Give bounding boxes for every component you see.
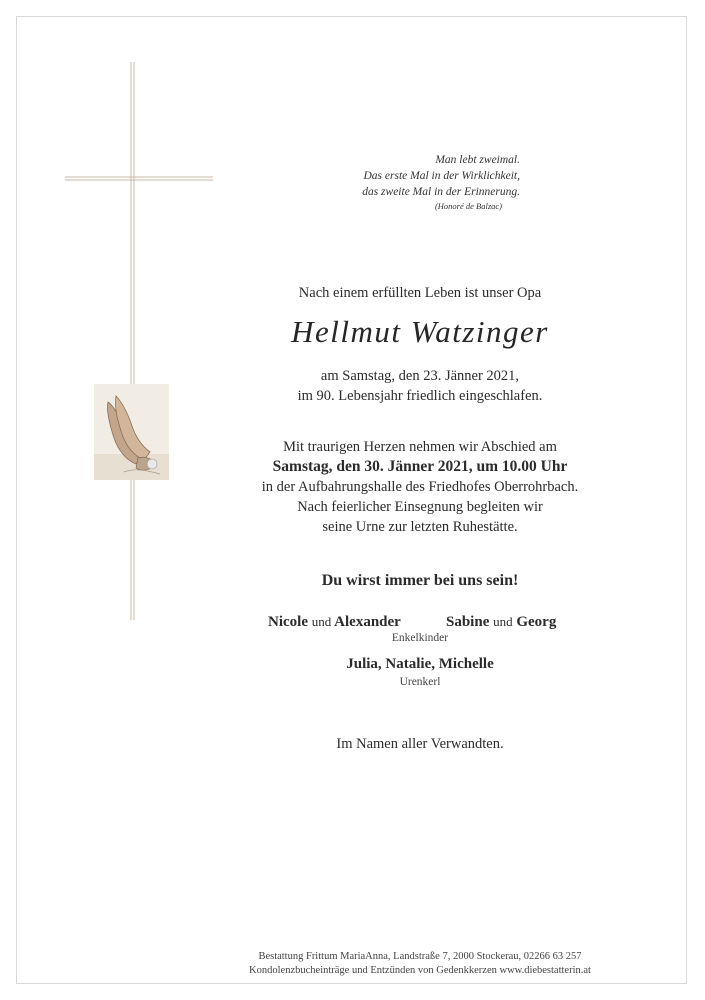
ceremony-details bbox=[190, 437, 650, 537]
ceremony-line: seine Urne zur letzten Ruhestätte. bbox=[322, 519, 518, 535]
footer-line: Kondolenzbucheinträge und Entzünden von Gedenkkerzen www.diebestatterin.at bbox=[249, 965, 591, 976]
quote-line: Das erste Mal in der Wirklichkeit, bbox=[363, 170, 520, 182]
family-name: Nicole bbox=[268, 614, 308, 630]
death-notice bbox=[190, 366, 650, 406]
ceremony-datetime: Samstag, den 30. Jänner 2021, um 10.00 Uhr bbox=[272, 458, 568, 475]
death-line: im 90. Lebensjahr friedlich eingeschlafen. bbox=[297, 388, 543, 404]
footer-line: Bestattung Frittum MariaAnna, Landstraße 7, 2000 Stockerau, 02266 63 257 bbox=[258, 951, 582, 962]
family-name: Sabine bbox=[446, 614, 490, 630]
quote-line: das zweite Mal in der Erinnerung. bbox=[362, 186, 520, 198]
family-name: Georg bbox=[516, 614, 557, 630]
death-line: am Samstag, den 23. Jänner 2021, bbox=[320, 368, 520, 384]
ceremony-line: in der Aufbahrungshalle des Friedhofes Oberrohrbach. bbox=[261, 479, 579, 495]
grandchildren-label: Enkelkinder bbox=[391, 632, 449, 644]
deceased-name: Hellmut Watzinger bbox=[291, 314, 549, 349]
footer bbox=[190, 950, 650, 978]
family-name: Alexander bbox=[334, 614, 401, 630]
great-grandchildren-names: Julia, Natalie, Michelle bbox=[346, 656, 494, 672]
family-couple-1 bbox=[268, 614, 401, 631]
family-conjunction: und bbox=[493, 614, 513, 629]
praying-hands-icon bbox=[94, 384, 169, 480]
intro-text: Nach einem erfüllten Leben ist unser Opa bbox=[298, 285, 542, 301]
quote-block bbox=[280, 152, 520, 212]
ceremony-line: Nach feierlicher Einsegnung begleiten wir bbox=[297, 499, 543, 515]
motto: Du wirst immer bei uns sein! bbox=[321, 572, 519, 589]
family-couple-2 bbox=[446, 614, 556, 631]
quote-line: Man lebt zweimal. bbox=[435, 154, 520, 166]
family-conjunction: und bbox=[311, 614, 332, 629]
ceremony-line: Mit traurigen Herzen nehmen wir Abschied am bbox=[283, 439, 557, 455]
closing-text: Im Namen aller Verwandten. bbox=[336, 736, 504, 752]
quote-source: (Honoré de Balzac) bbox=[434, 201, 502, 211]
great-grandchildren-label: Urenkerl bbox=[399, 676, 441, 688]
